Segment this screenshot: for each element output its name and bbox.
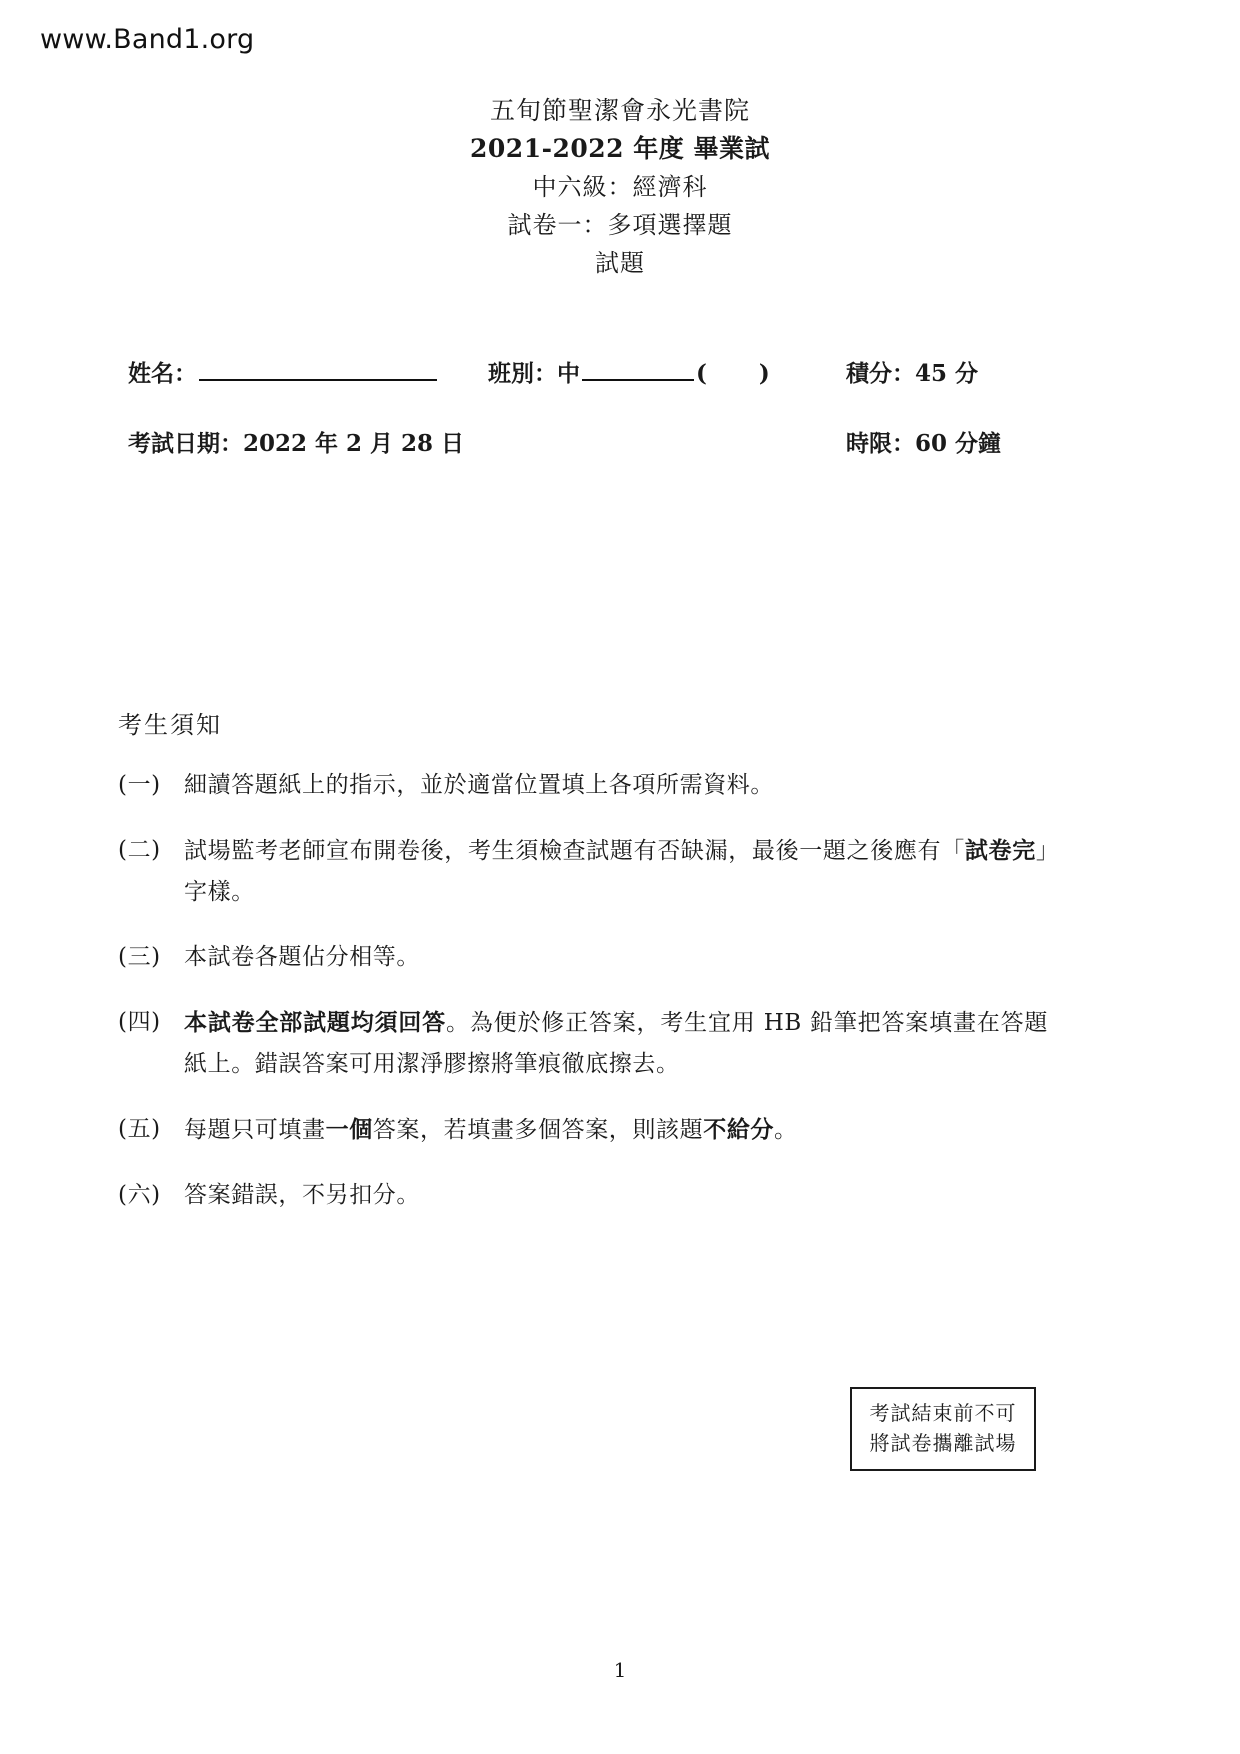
note-text-run: 每題只可填畫 — [184, 1117, 326, 1143]
exam-date-value: 2022 年 2 月 28 日 — [243, 430, 465, 457]
name-input-blank[interactable] — [199, 359, 437, 381]
note-text-run: 」字樣。 — [184, 838, 1048, 905]
score-field-group — [846, 355, 978, 388]
time-limit-group — [846, 425, 1001, 458]
note-item — [118, 765, 1048, 806]
class-input-blank[interactable] — [582, 359, 694, 381]
page-number: 1 — [613, 1658, 627, 1682]
note-marker: (一) — [118, 772, 161, 798]
name-label: 姓名： — [128, 360, 197, 387]
class-field-group — [488, 355, 770, 388]
note-text — [184, 765, 1048, 806]
note-text-run: 本試卷各題佔分相等。 — [184, 944, 420, 970]
time-limit-label: 時限： — [846, 430, 915, 457]
note-marker: (二) — [118, 837, 161, 863]
warning-box — [850, 1387, 1036, 1471]
exam-date-label: 考試日期： — [128, 430, 243, 457]
note-text-emphasis: 試卷完 — [964, 837, 1036, 864]
score-label: 積分： — [846, 360, 915, 387]
school-name: 五旬節聖潔會永光書院 — [489, 96, 750, 125]
note-item — [118, 937, 1048, 978]
document-type: 試題 — [595, 249, 645, 277]
note-text — [184, 937, 1048, 978]
exam-year: 2021-2022 年度 畢業試 — [470, 134, 770, 163]
note-text-run: 。 — [774, 1117, 798, 1143]
note-item — [118, 1175, 1048, 1216]
name-field-group — [128, 355, 439, 388]
note-marker: (三) — [118, 944, 161, 970]
note-text — [184, 1002, 1048, 1085]
class-close-paren: ) — [758, 360, 770, 387]
note-text-run: 細讀答題紙上的指示，並於適當位置填上各項所需資料。 — [184, 772, 774, 798]
class-label: 班別：中 — [488, 360, 580, 387]
note-text — [184, 830, 1048, 913]
candidate-notes-list — [118, 765, 1048, 1240]
note-text-run: 試場監考老師宣布開卷後，考生須檢查試題有否缺漏，最後一題之後應有「 — [184, 838, 965, 864]
note-text-emphasis: 一個 — [325, 1116, 373, 1143]
note-text-emphasis: 本試卷全部試題均須回答 — [184, 1009, 446, 1036]
time-limit-value: 60 分鐘 — [915, 430, 1002, 457]
notes-heading: 考生須知 — [118, 711, 222, 739]
score-value: 45 分 — [915, 360, 979, 387]
paper-name: 試卷一：多項選擇題 — [507, 211, 733, 239]
note-text — [184, 1109, 1048, 1151]
warning-line-1: 考試結束前不可 — [869, 1401, 1017, 1425]
note-marker: (六) — [118, 1182, 161, 1208]
site-url-watermark: www.Band1.org — [40, 24, 255, 55]
note-marker: (五) — [118, 1116, 161, 1142]
note-item — [118, 1002, 1048, 1085]
exam-title-block — [0, 92, 1240, 282]
note-item — [118, 830, 1048, 913]
note-text-run: 。為便於修正答案，考生宜用 HB 鉛筆把答案填畫在答題紙上。錯誤答案可用潔淨膠擦將筆痕徹底擦去。 — [184, 1010, 1048, 1077]
note-text-emphasis: 不給分 — [703, 1116, 775, 1143]
warning-line-2: 將試卷攜離試場 — [869, 1431, 1017, 1455]
class-open-paren: ( — [696, 360, 707, 387]
note-item — [118, 1109, 1048, 1151]
note-marker: (四) — [118, 1009, 161, 1035]
exam-date-group — [128, 425, 464, 458]
note-text-run: 答案，若填畫多個答案，則該題 — [372, 1117, 704, 1143]
note-text-run: 答案錯誤，不另扣分。 — [184, 1182, 420, 1208]
note-text — [184, 1175, 1048, 1216]
level-and-subject: 中六級：經濟科 — [532, 173, 708, 201]
